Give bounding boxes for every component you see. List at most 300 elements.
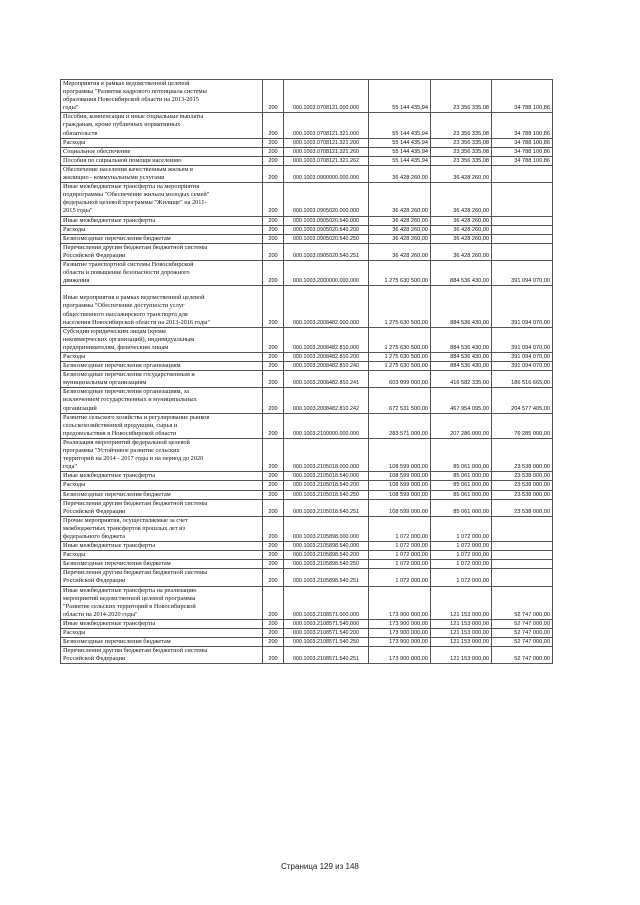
budget-code-cell: 000.1003.0905020.540.250 [284,234,369,243]
budget-code-cell: 000.1003.0905020.540.200 [284,225,369,234]
admin-code-cell: 200 [263,113,284,138]
table-row [61,156,553,165]
table-row [61,327,553,352]
expense-name-line: федеральной целевой программы "Жилище" на 2011- [63,199,207,207]
expense-name-cell [61,113,263,138]
expense-name-cell [61,413,263,438]
amount-executed-cell: 121 153 000,00 [431,586,492,619]
expense-name-line: жилищно - коммунальными услугами [63,174,165,182]
table-row [61,569,553,586]
expense-name-line: мероприятий ведомственной целевой программы [63,594,196,602]
budget-code-cell: 000.1003.2108571.540.251 [284,647,369,664]
amount-executed-cell: 36 428 260,00 [431,216,492,225]
expense-name-line: Расходы [63,629,86,636]
budget-code-cell: 000.1003.0708121.321.000 [284,113,369,138]
expense-name-cell [61,516,263,541]
admin-code-cell: 200 [263,371,284,388]
budget-code-cell: 000.1003.0708121.000.000 [284,80,369,113]
amount-plan-cell: 173 900 000,00 [369,647,431,664]
admin-code-cell: 200 [263,327,284,352]
table-row [61,388,553,413]
amount-executed-cell: 36 428 260,00 [431,183,492,216]
budget-code-cell: 000.1003.0900000.000.000 [284,165,369,182]
budget-code-cell: 000.1003.2008482.810.242 [284,388,369,413]
expense-name-line: предпринимателям, физическим лицам [63,343,169,351]
amount-plan-cell: 1 275 630 500,00 [369,260,431,285]
admin-code-cell: 200 [263,138,284,147]
expense-name-line: Иные межбюджетные трансферты на мероприятия [63,183,200,191]
expense-name-line: Безвозмездные перечисления организациям [63,362,181,370]
amount-executed-cell: 1 072 000,00 [431,569,492,586]
expense-name-cell [61,234,263,243]
budget-code-cell: 000.1003.2008482.810.200 [284,353,369,362]
expense-name-line: Расходы [63,138,86,146]
amount-remainder-cell [492,183,553,216]
expense-name-line: Развитие сельского хозяйства и регулирование рынков [63,413,210,421]
amount-plan-cell: 36 428 260,00 [369,183,431,216]
admin-code-cell: 200 [263,362,284,371]
expense-name-line: Перечисления другим бюджетам бюджетной системы [63,647,208,655]
amount-executed-cell: 1 072 000,00 [431,516,492,541]
table-row [61,225,553,234]
expense-name-line: Реализация мероприятий федеральной целевой [63,438,190,446]
amount-plan-cell: 36 428 260,00 [369,225,431,234]
admin-code-cell: 200 [263,499,284,516]
table-row [61,438,553,471]
admin-code-cell: 200 [263,629,284,638]
amount-plan-cell: 36 428 260,00 [369,216,431,225]
budget-code-cell: 000.1003.2105018.540.200 [284,481,369,490]
admin-code-cell: 200 [263,569,284,586]
amount-remainder-cell: 52 747 000,00 [492,629,553,638]
amount-remainder-cell [492,560,553,569]
amount-plan-cell: 55 144 435,94 [369,138,431,147]
budget-code-cell: 000.1003.2108571.000.000 [284,586,369,619]
amount-executed-cell: 36 428 260,00 [431,225,492,234]
expense-name-line: Мероприятия в рамках ведомственной целевой [63,80,190,87]
expense-name-line: Субсидии юридическим лицам (кроме [63,327,167,335]
amount-remainder-cell [492,569,553,586]
expense-name-line: населения Новосибирской области на 2013-2016 годы" [63,318,211,326]
budget-code-cell: 000.1003.2108571.540.000 [284,619,369,628]
expense-name-cell [61,438,263,471]
amount-plan-cell: 173 900 000,00 [369,619,431,628]
budget-code-cell: 000.1003.2105898.000.000 [284,516,369,541]
amount-remainder-cell: 52 747 000,00 [492,586,553,619]
expense-name-cell [61,499,263,516]
amount-executed-cell: 23 356 335,08 [431,156,492,165]
table-row [61,80,553,113]
amount-plan-cell: 603 099 000,00 [369,371,431,388]
budget-code-cell: 000.1003.2108571.540.250 [284,638,369,647]
expense-name-line: сельскохозяйственной продукции, сырья и [63,421,178,429]
table-row [61,113,553,138]
amount-executed-cell: 121 153 000,00 [431,638,492,647]
amount-plan-cell: 1 275 630 500,00 [369,353,431,362]
budget-code-cell: 000.1003.0708121.321.200 [284,138,369,147]
budget-table [60,79,553,664]
table-row [61,371,553,388]
admin-code-cell: 200 [263,286,284,327]
expense-name-cell [61,647,263,664]
admin-code-cell: 200 [263,516,284,541]
amount-remainder-cell: 34 788 100,86 [492,156,553,165]
amount-plan-cell: 1 275 630 500,00 [369,286,431,327]
admin-code-cell: 200 [263,225,284,234]
expense-name-line: обязательств [63,129,98,137]
expense-name-line: Российской Федерации [63,577,126,585]
admin-code-cell: 200 [263,243,284,260]
amount-plan-cell: 672 531 500,00 [369,388,431,413]
amount-plan-cell: 173 900 000,00 [369,586,431,619]
admin-code-cell: 200 [263,619,284,628]
budget-code-cell: 000.1003.2105898.540.250 [284,560,369,569]
amount-executed-cell: 121 153 000,00 [431,619,492,628]
expense-name-line: Обеспечение населения качественным жильем в [63,165,193,173]
budget-code-cell: 000.1003.0905020.540.251 [284,243,369,260]
expense-name-line: федерального бюджета [63,532,125,540]
expense-name-line: гражданам, кроме публичных нормативных [63,121,181,129]
expense-name-cell [61,156,263,165]
amount-executed-cell: 23 356 335,08 [431,138,492,147]
admin-code-cell: 200 [263,183,284,216]
expense-name-line: Иные мероприятия в рамках ведомственной целевой [63,294,205,302]
table-row [61,362,553,371]
amount-plan-cell: 55 144 435,94 [369,113,431,138]
admin-code-cell: 200 [263,165,284,182]
amount-executed-cell: 36 428 260,00 [431,234,492,243]
expense-name-line: Безвозмездные перечисления бюджетам [63,560,171,568]
amount-remainder-cell: 23 538 000,00 [492,438,553,471]
budget-code-cell: 000.1003.2000000.000.000 [284,260,369,285]
budget-code-cell: 000.1003.2105898.540.200 [284,551,369,560]
table-row [61,551,553,560]
budget-code-cell: 000.1003.0708121.321.260 [284,147,369,156]
admin-code-cell: 200 [263,542,284,551]
amount-plan-cell: 1 072 000,00 [369,560,431,569]
admin-code-cell: 200 [263,388,284,413]
expense-name-cell [61,165,263,182]
table-row [61,586,553,619]
expense-name-cell [61,147,263,156]
expense-name-line: образования Новосибирской области на 2013-2015 [63,96,199,104]
expense-name-cell [61,353,263,362]
expense-name-cell [61,619,263,628]
table-row [61,260,553,285]
amount-remainder-cell [492,165,553,182]
expense-name-line: области на 2014-2020 годы" [63,610,138,618]
amount-remainder-cell: 52 747 000,00 [492,647,553,664]
table-row [61,413,553,438]
amount-remainder-cell [492,225,553,234]
admin-code-cell: 200 [263,551,284,560]
amount-remainder-cell: 34 788 100,86 [492,147,553,156]
table-row [61,147,553,156]
expense-name-line: программы "Устойчивое развитие сельских [63,447,180,455]
amount-executed-cell: 1 072 000,00 [431,542,492,551]
expense-name-line: Прочие мероприятия, осуществляемые за счет [63,516,188,524]
amount-remainder-cell [492,243,553,260]
amount-executed-cell: 884 536 430,00 [431,353,492,362]
amount-executed-cell: 85 061 000,00 [431,499,492,516]
expense-name-line: Иные межбюджетные трансферты [63,216,156,224]
expense-name-line: программы "Обеспечение доступности услуг [63,302,185,310]
amount-remainder-cell: 391 094 070,00 [492,286,553,327]
table-row [61,542,553,551]
expense-name-line: Перечисления другим бюджетам бюджетной системы [63,569,208,577]
amount-executed-cell: 85 061 000,00 [431,438,492,471]
amount-remainder-cell [492,216,553,225]
admin-code-cell: 200 [263,216,284,225]
expense-name-line: движения [63,277,90,285]
expense-name-cell [61,243,263,260]
expense-name-cell [61,542,263,551]
table-row [61,216,553,225]
expense-name-cell [61,569,263,586]
admin-code-cell: 200 [263,353,284,362]
amount-remainder-cell: 23 538 000,00 [492,490,553,499]
amount-executed-cell: 121 153 000,00 [431,647,492,664]
budget-code-cell: 000.1003.2100000.000.000 [284,413,369,438]
amount-plan-cell: 108 599 000,00 [369,490,431,499]
amount-plan-cell: 1 072 000,00 [369,569,431,586]
amount-executed-cell: 1 072 000,00 [431,560,492,569]
amount-remainder-cell: 391 094 070,00 [492,327,553,352]
budget-code-cell: 000.1003.2105018.000.000 [284,438,369,471]
budget-code-cell: 000.1003.0708121.321.262 [284,156,369,165]
amount-remainder-cell: 34 788 100,86 [492,113,553,138]
amount-executed-cell: 36 428 260,00 [431,165,492,182]
amount-plan-cell: 1 275 630 500,00 [369,327,431,352]
table-row [61,619,553,628]
admin-code-cell: 200 [263,647,284,664]
expense-name-line: территорий на 2014 - 2017 годы и на период до 2020 [63,455,204,463]
amount-remainder-cell [492,551,553,560]
expense-name-cell [61,586,263,619]
expense-name-line: организаций [63,404,97,412]
budget-code-cell: 000.1003.2008482.810.000 [284,327,369,352]
table-row [61,286,553,327]
admin-code-cell: 200 [263,472,284,481]
table-row [61,516,553,541]
budget-code-cell: 000.1003.2105018.540.000 [284,472,369,481]
expense-name-line: Безвозмездные перечисления бюджетам [63,638,171,646]
admin-code-cell: 200 [263,481,284,490]
expense-name-cell [61,629,263,638]
amount-remainder-cell: 204 577 405,00 [492,388,553,413]
expense-name-line: года" [63,463,77,471]
expense-name-cell [61,286,263,327]
amount-executed-cell: 23 356 335,08 [431,80,492,113]
amount-executed-cell: 121 153 000,00 [431,629,492,638]
expense-name-line: 2015 годы" [63,207,93,215]
admin-code-cell: 200 [263,80,284,113]
amount-executed-cell: 85 061 000,00 [431,481,492,490]
amount-remainder-cell [492,234,553,243]
expense-name-line: подпрограммы "Обеспечение жильем молодых семей" [63,191,210,199]
budget-code-cell: 000.1003.2105018.540.251 [284,499,369,516]
budget-code-cell: 000.1003.2105898.540.000 [284,542,369,551]
budget-code-cell: 000.1003.2105018.540.250 [284,490,369,499]
expense-name-line: Социальное обеспечение [63,147,131,155]
expense-name-line: Иные межбюджетные трансферты [63,472,156,480]
expense-name-cell [61,138,263,147]
admin-code-cell: 200 [263,438,284,471]
amount-remainder-cell: 76 285 000,00 [492,413,553,438]
table-row [61,472,553,481]
amount-plan-cell: 108 599 000,00 [369,472,431,481]
expense-name-line: Пособия по социальной помощи населению [63,156,182,164]
expense-name-line: Безвозмездные перечисления бюджетам [63,234,171,242]
expense-name-line: Российской Федерации [63,251,126,259]
expense-name-cell [61,260,263,285]
amount-remainder-cell: 391 094 070,00 [492,260,553,285]
expense-name-line: Развитие транспортной системы Новосибирской [63,260,194,268]
budget-code-cell: 000.1003.2108571.540.200 [284,629,369,638]
budget-code-cell: 000.1003.0905020.540.000 [284,216,369,225]
expense-name-cell [61,551,263,560]
amount-plan-cell: 1 072 000,00 [369,542,431,551]
amount-plan-cell: 173 900 000,00 [369,638,431,647]
amount-plan-cell: 55 144 435,94 [369,147,431,156]
expense-name-line: Расходы [63,551,86,559]
table-row [61,234,553,243]
amount-remainder-cell: 34 788 100,86 [492,80,553,113]
expense-name-line: общественного пассажирского транспорта для [63,310,188,318]
amount-executed-cell: 207 286 000,00 [431,413,492,438]
amount-plan-cell: 1 072 000,00 [369,516,431,541]
amount-plan-cell: 1 072 000,00 [369,551,431,560]
expense-name-line: годы" [63,104,79,112]
admin-code-cell: 200 [263,413,284,438]
table-row [61,647,553,664]
amount-remainder-cell: 391 094 070,00 [492,362,553,371]
amount-executed-cell: 36 428 260,00 [431,243,492,260]
expense-name-cell [61,472,263,481]
page-number: Страница 129 из 148 [281,862,359,871]
expense-name-cell [61,371,263,388]
expense-name-cell [61,638,263,647]
amount-plan-cell: 283 571 000,00 [369,413,431,438]
table-row [61,629,553,638]
amount-plan-cell: 36 428 260,00 [369,165,431,182]
amount-executed-cell: 1 072 000,00 [431,551,492,560]
amount-plan-cell: 1 275 630 500,00 [369,362,431,371]
expense-name-cell [61,80,263,113]
amount-executed-cell: 416 582 335,00 [431,371,492,388]
amount-executed-cell: 884 536 430,00 [431,260,492,285]
amount-executed-cell: 884 536 430,00 [431,327,492,352]
expense-name-line: исключением государственных и муниципальных [63,396,197,404]
expense-name-line: Пособия, компенсации и иные социальные выплаты [63,113,204,121]
budget-code-cell: 000.1003.2008482.810.241 [284,371,369,388]
amount-executed-cell: 85 061 000,00 [431,472,492,481]
amount-executed-cell: 23 356 335,08 [431,147,492,156]
amount-plan-cell: 55 144 435,94 [369,156,431,165]
amount-plan-cell: 108 599 000,00 [369,481,431,490]
amount-remainder-cell: 23 538 000,00 [492,481,553,490]
amount-plan-cell: 55 144 435,94 [369,80,431,113]
expense-name-line: Перечисления другим бюджетам бюджетной системы [63,243,208,251]
table-row [61,243,553,260]
expense-name-line: Российской Федерации [63,507,126,515]
table-row [61,481,553,490]
expense-name-line: области и повышение безопасности дорожного [63,269,190,277]
expense-name-line: Расходы [63,225,86,233]
expense-name-cell [61,225,263,234]
expense-name-line: Расходы [63,481,86,489]
budget-code-cell: 000.1003.2008482.000.000 [284,286,369,327]
expense-name-line: Иные межбюджетные трансферты [63,542,156,550]
table-row [61,165,553,182]
amount-plan-cell: 108 599 000,00 [369,499,431,516]
expense-name-line [63,286,260,294]
budget-code-cell: 000.1003.2008482.810.240 [284,362,369,371]
amount-plan-cell: 36 428 260,00 [369,234,431,243]
admin-code-cell: 200 [263,147,284,156]
amount-remainder-cell [492,542,553,551]
expense-name-cell [61,362,263,371]
amount-plan-cell: 173 900 000,00 [369,629,431,638]
expense-name-cell [61,490,263,499]
expense-name-line: продовольствия в Новосибирской области [63,429,177,437]
amount-executed-cell: 884 536 430,00 [431,362,492,371]
expense-name-line: Безвозмездные перечисления бюджетам [63,490,171,498]
amount-remainder-cell: 23 538 000,00 [492,499,553,516]
admin-code-cell: 200 [263,234,284,243]
admin-code-cell: 200 [263,260,284,285]
table-row [61,499,553,516]
amount-remainder-cell: 34 788 100,86 [492,138,553,147]
table-row [61,638,553,647]
amount-remainder-cell: 391 094 070,00 [492,353,553,362]
budget-code-cell: 000.1003.0905020.000.000 [284,183,369,216]
amount-remainder-cell: 186 516 665,00 [492,371,553,388]
table-row [61,138,553,147]
expense-name-line: Расходы [63,353,86,360]
expense-name-cell [61,183,263,216]
amount-executed-cell: 884 536 430,00 [431,286,492,327]
amount-executed-cell: 85 061 000,00 [431,490,492,499]
expense-name-line: программы "Развитие кадрового потенциала системы [63,88,207,96]
admin-code-cell: 200 [263,560,284,569]
expense-name-cell [61,388,263,413]
amount-executed-cell: 23 356 335,08 [431,113,492,138]
table-row [61,490,553,499]
amount-executed-cell: 467 954 095,00 [431,388,492,413]
amount-plan-cell: 108 599 000,00 [369,438,431,471]
expense-name-line: Перечисления другим бюджетам бюджетной системы [63,499,208,507]
amount-remainder-cell: 52 747 000,00 [492,619,553,628]
amount-remainder-cell: 52 747 000,00 [492,638,553,647]
expense-name-line: Безвозмездные перечисления организациям, за [63,388,190,396]
table-row [61,560,553,569]
amount-plan-cell: 36 428 260,00 [369,243,431,260]
expense-name-line: Российской Федерации [63,655,126,663]
expense-name-line: муниципальным организациям [63,379,147,387]
expense-name-cell [61,560,263,569]
admin-code-cell: 200 [263,490,284,499]
expense-name-line: некоммерческих организаций), индивидуальным [63,335,195,343]
admin-code-cell: 200 [263,586,284,619]
amount-remainder-cell: 23 538 000,00 [492,472,553,481]
budget-table-body [61,80,553,664]
expense-name-line: Иные межбюджетные трансферты на реализацию [63,586,197,594]
expense-name-line: Безвозмездные перечисления государственным и [63,371,195,379]
table-row [61,353,553,362]
expense-name-line: "Развитие сельских территорий в Новосибирской [63,602,196,610]
expense-name-cell [61,481,263,490]
